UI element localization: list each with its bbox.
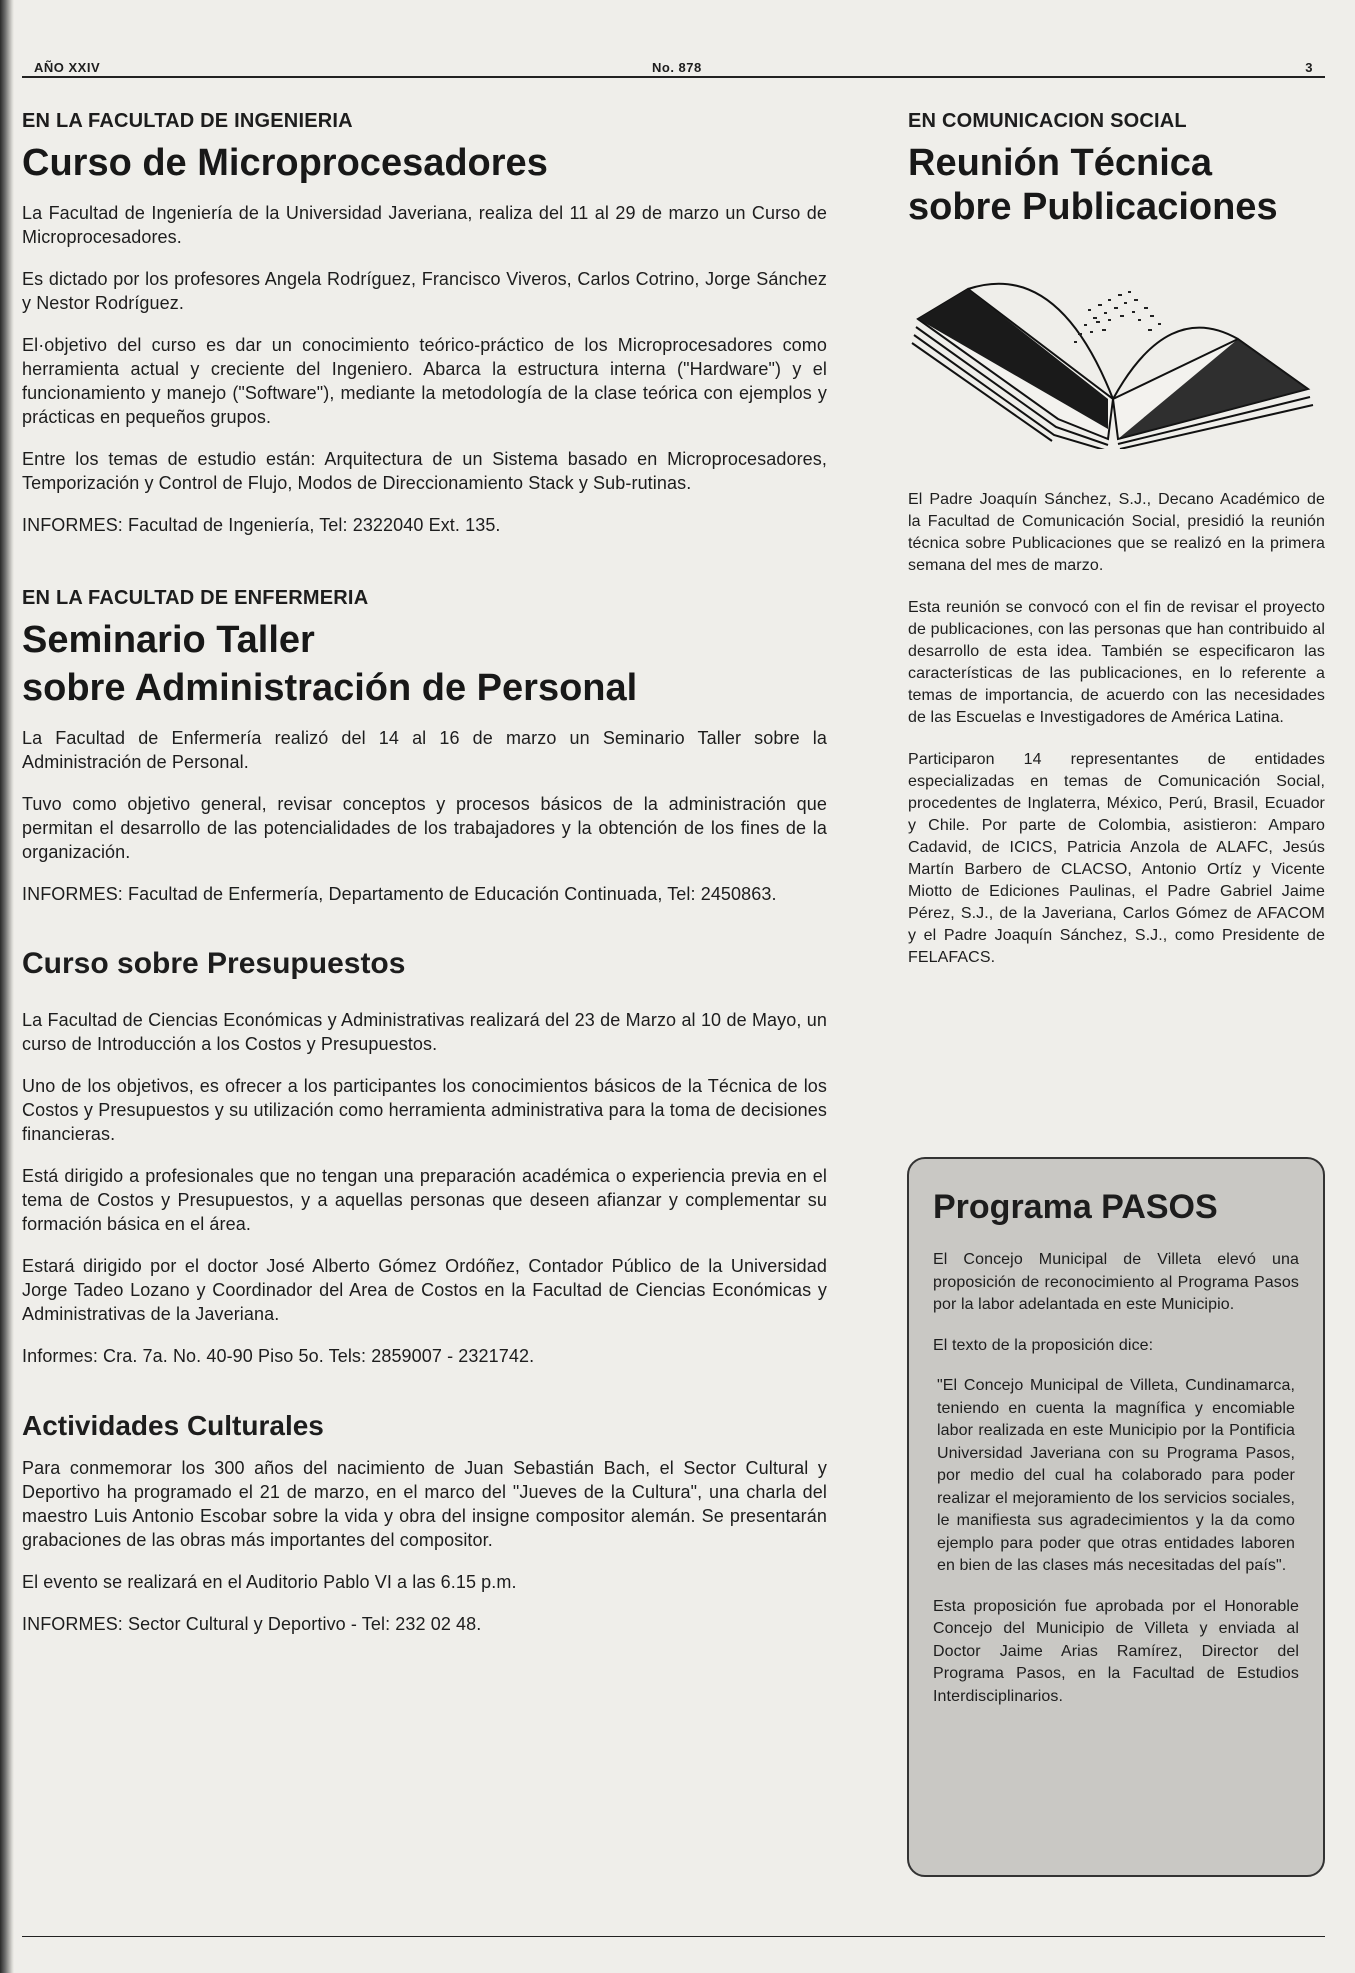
article-paragraph: El·objetivo del curso es dar un conocimiento teórico-práctico de los Microprocesadores como herramienta actual y creciente del Ingeniero. Abarca la estructura interna ("Hardware") y el funcionamiento y manejo ("Software"), mediante la metodología de la clase teórica con ejemplos y prácticas en pequeños grupos. <box>22 335 827 427</box>
article-paragraph: Es dictado por los profesores Angela Rodríguez, Francisco Viveros, Carlos Cotrino, Jorge Sánchez y Nestor Rodríguez. <box>22 269 827 313</box>
article-kicker: EN COMUNICACION SOCIAL <box>908 110 1187 132</box>
article-contact-info: INFORMES: Facultad de Ingeniería, Tel: 2322040 Ext. 135. <box>22 515 501 535</box>
open-book-icon <box>908 249 1318 449</box>
article-title-line2: sobre Administración de Personal <box>22 667 638 709</box>
header-year: AÑO XXIV <box>34 60 101 75</box>
article-title: Curso de Microprocesadores <box>22 142 548 184</box>
article-contact-info: INFORMES: Facultad de Enfermería, Departamento de Educación Continuada, Tel: 2450863. <box>22 884 777 904</box>
article-paragraph: La Facultad de Ciencias Económicas y Administrativas realizará del 23 de Marzo al 10 de Mayo, un curso de Introducción a los Costos y Presupuestos. <box>22 1010 827 1054</box>
article-microprocesadores <box>22 110 827 537</box>
article-contact-info: Informes: Cra. 7a. No. 40-90 Piso 5o. Tels: 2859007 - 2321742. <box>22 1346 535 1366</box>
article-paragraph: Tuvo como objetivo general, revisar conceptos y procesos básicos de la administración que permitan el desarrollo de las potencialidades de los trabajadores y la obtención de los fines de la organización. <box>22 794 827 862</box>
box-quote: "El Concejo Municipal de Villeta, Cundinamarca, teniendo en cuenta la magnífica y encomiable labor realizada en este Municipio por la Pontificia Universidad Javeriana con su Programa Pasos, por medio del cual ha colaborado para poder realizar el mejoramiento de los servicios sociales, le manifiesta sus agradecimientos y la da como ejemplo para poder que otras entidades laboren en bien de las clases más necesitadas del país". <box>937 1377 1295 1574</box>
article-title-line2: sobre Publicaciones <box>908 186 1278 228</box>
page-header <box>22 56 1325 78</box>
article-title-line1: Seminario Taller <box>22 619 315 661</box>
header-page-number: 3 <box>1305 60 1313 75</box>
article-paragraph: La Facultad de Ingeniería de la Universidad Javeriana, realiza del 11 al 29 de marzo un Curso de Microprocesadores. <box>22 203 827 247</box>
article-paragraph: Participaron 14 representantes de entidades especializadas en temas de Comunicación Social, procedentes de Inglaterra, México, Perú, Brasil, Ecuador y Chile. Por parte de Colombia, asistieron: Amparo Cadavid, de ICICS, Patricia Anzola de ALAFC, Jesús Martín Barbero de CLACSO, Antonio Ortíz y Vicente Miotto de Ediciones Paulinas, el Padre Gabriel Jaime Pérez, S.J., de la Javeriana, Carlos Gómez de AFACOM y el Padre Joaquín Sánchez, S.J., como Presidente de FELAFACS. <box>908 751 1325 966</box>
article-paragraph: Esta reunión se convocó con el fin de revisar el proyecto de publicaciones, con las personas que han contribuido al desarrollo de esta idea. También se especificaron las características de las publicaciones, en lo referente a temas de importancia, de acuerdo con las necesidades de las Escuelas e Investigadores de América Latina. <box>908 599 1325 726</box>
article-paragraph: Para conmemorar los 300 años del nacimiento de Juan Sebastián Bach, el Sector Cultural y Deportivo ha programado el 21 de marzo, en el marco del "Jueves de la Cultura", una charla del maestro Luis Antonio Escobar sobre la vida y obra del insigne compositor alemán. Se presentarán grabaciones de las obras más importantes del compositor. <box>22 1458 827 1550</box>
article-title: Curso sobre Presupuestos <box>22 947 406 980</box>
left-column <box>22 110 827 1664</box>
header-rule <box>22 76 1325 78</box>
article-kicker: EN LA FACULTAD DE INGENIERIA <box>22 110 353 132</box>
article-contact-info: INFORMES: Sector Cultural y Deportivo - Tel: 232 02 48. <box>22 1614 482 1634</box>
article-seminario <box>22 587 827 906</box>
footer-rule <box>22 1936 1325 1937</box>
article-paragraph: El evento se realizará en el Auditorio Pablo VI a las 6.15 p.m. <box>22 1572 517 1592</box>
article-presupuestos <box>22 946 827 1368</box>
article-paragraph: Está dirigido a profesionales que no tengan una preparación académica o experiencia previa en el tema de Costos y Presupuestos, y a aquellas personas que deseen afianzar y complementar su formación básica en el área. <box>22 1166 827 1234</box>
box-paragraph: El Concejo Municipal de Villeta elevó una proposición de reconocimiento al Programa Pasos por la labor adelantada en este Municipio. <box>933 1251 1299 1313</box>
article-paragraph: Entre los temas de estudio están: Arquitectura de un Sistema basado en Microprocesadores, Temporización y Control de Flujo, Modos de Direccionamiento Stack y Sub-rutinas. <box>22 449 827 493</box>
right-column <box>908 110 1325 989</box>
article-title: Actividades Culturales <box>22 1410 324 1441</box>
box-paragraph: El texto de la proposición dice: <box>933 1336 1154 1354</box>
page-binding-edge <box>0 0 14 1973</box>
programa-pasos-box <box>907 1157 1325 1877</box>
article-paragraph: La Facultad de Enfermería realizó del 14 al 16 de marzo un Seminario Taller sobre la Administración de Personal. <box>22 728 827 772</box>
article-actividades-culturales <box>22 1408 827 1636</box>
header-issue-number: No. 878 <box>652 60 702 75</box>
article-title-line1: Reunión Técnica <box>908 142 1213 184</box>
article-paragraph: El Padre Joaquín Sánchez, S.J., Decano Académico de la Facultad de Comunicación Social, presidió la reunión técnica sobre Publicaciones que se realizó en la primera semana del mes de marzo. <box>908 491 1325 574</box>
box-title: Programa PASOS <box>933 1188 1218 1226</box>
article-paragraph: Uno de los objetivos, es ofrecer a los participantes los conocimientos básicos de la Técnica de los Costos y Presupuestos y su utilización como herramienta administrativa para la toma de decisiones financieras. <box>22 1076 827 1144</box>
article-kicker: EN LA FACULTAD DE ENFERMERIA <box>22 587 369 609</box>
box-paragraph: Esta proposición fue aprobada por el Honorable Concejo del Municipio de Villeta y enviada al Doctor Jaime Arias Ramírez, Director del Programa Pasos, en la Facultad de Estudios Interdisciplinarios. <box>933 1597 1299 1705</box>
article-paragraph: Estará dirigido por el doctor José Alberto Gómez Ordóñez, Contador Público de la Universidad Jorge Tadeo Lozano y Coordinador del Area de Costos en la Facultad de Ciencias Económicas y Administrativas de la Javeriana. <box>22 1256 827 1324</box>
